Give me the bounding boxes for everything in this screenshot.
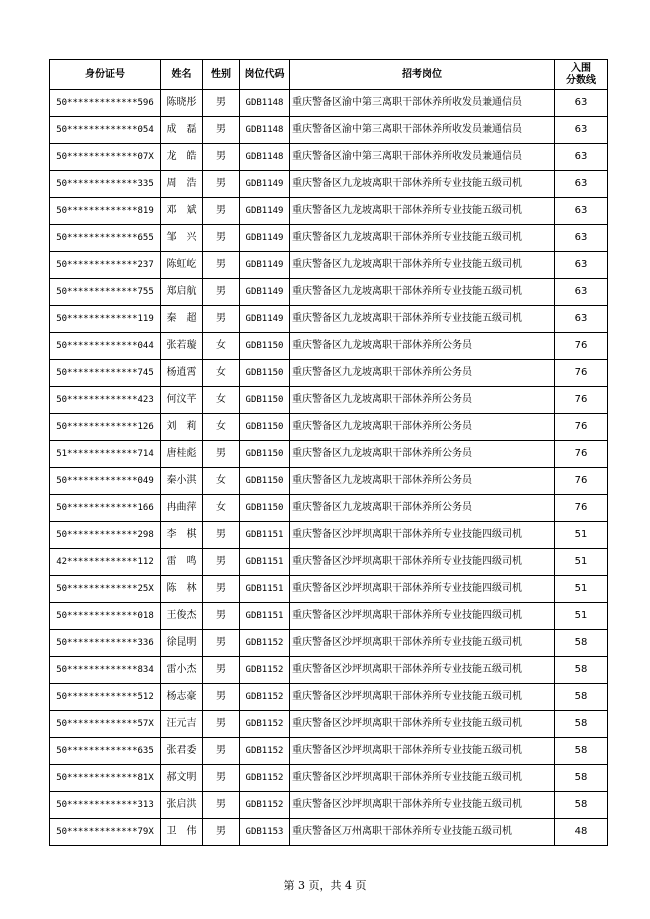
post-cell: 重庆警备区沙坪坝离职干部休养所专业技能五级司机 bbox=[290, 738, 555, 765]
post-code-cell: GDB1148 bbox=[240, 90, 290, 117]
sex-cell: 男 bbox=[203, 306, 240, 333]
id-cell: 50*************596 bbox=[50, 90, 161, 117]
post-cell: 重庆警备区九龙坡离职干部休养所公务员 bbox=[290, 360, 555, 387]
post-code-cell: GDB1150 bbox=[240, 441, 290, 468]
score-cell: 51 bbox=[555, 576, 608, 603]
sex-cell: 男 bbox=[203, 657, 240, 684]
table-row bbox=[50, 360, 608, 387]
table-row bbox=[50, 738, 608, 765]
name-cell: 龙 皓 bbox=[161, 144, 203, 171]
post-cell: 重庆警备区沙坪坝离职干部休养所专业技能五级司机 bbox=[290, 630, 555, 657]
sex-cell: 男 bbox=[203, 765, 240, 792]
post-code-cell: GDB1152 bbox=[240, 711, 290, 738]
id-cell: 50*************755 bbox=[50, 279, 161, 306]
name-cell: 王俊杰 bbox=[161, 603, 203, 630]
post-cell: 重庆警备区沙坪坝离职干部休养所专业技能五级司机 bbox=[290, 792, 555, 819]
post-cell: 重庆警备区沙坪坝离职干部休养所专业技能四级司机 bbox=[290, 522, 555, 549]
id-cell: 50*************126 bbox=[50, 414, 161, 441]
id-cell: 51*************714 bbox=[50, 441, 161, 468]
sex-cell: 男 bbox=[203, 711, 240, 738]
table-row bbox=[50, 711, 608, 738]
id-cell: 50*************57X bbox=[50, 711, 161, 738]
id-cell: 50*************834 bbox=[50, 657, 161, 684]
sex-cell: 女 bbox=[203, 414, 240, 441]
id-cell: 50*************423 bbox=[50, 387, 161, 414]
post-code-cell: GDB1149 bbox=[240, 252, 290, 279]
sex-cell: 男 bbox=[203, 144, 240, 171]
id-cell: 50*************018 bbox=[50, 603, 161, 630]
score-cell: 76 bbox=[555, 414, 608, 441]
name-cell: 杨志豪 bbox=[161, 684, 203, 711]
name-cell: 张若璇 bbox=[161, 333, 203, 360]
score-cell: 63 bbox=[555, 252, 608, 279]
table-row bbox=[50, 414, 608, 441]
header-name: 姓名 bbox=[161, 60, 203, 90]
post-cell: 重庆警备区九龙坡离职干部休养所公务员 bbox=[290, 441, 555, 468]
post-cell: 重庆警备区沙坪坝离职干部休养所专业技能四级司机 bbox=[290, 549, 555, 576]
score-cell: 63 bbox=[555, 198, 608, 225]
post-code-cell: GDB1152 bbox=[240, 684, 290, 711]
table-row bbox=[50, 792, 608, 819]
header-sex: 性别 bbox=[203, 60, 240, 90]
post-code-cell: GDB1152 bbox=[240, 792, 290, 819]
post-cell: 重庆警备区沙坪坝离职干部休养所专业技能五级司机 bbox=[290, 711, 555, 738]
post-cell: 重庆警备区沙坪坝离职干部休养所专业技能四级司机 bbox=[290, 576, 555, 603]
table-row bbox=[50, 90, 608, 117]
score-cell: 76 bbox=[555, 387, 608, 414]
table-row bbox=[50, 495, 608, 522]
id-cell: 50*************25X bbox=[50, 576, 161, 603]
id-cell: 42*************112 bbox=[50, 549, 161, 576]
table-row bbox=[50, 684, 608, 711]
score-cell: 58 bbox=[555, 738, 608, 765]
table-row bbox=[50, 468, 608, 495]
header-id: 身份证号 bbox=[50, 60, 161, 90]
post-cell: 重庆警备区沙坪坝离职干部休养所专业技能四级司机 bbox=[290, 603, 555, 630]
post-cell: 重庆警备区九龙坡离职干部休养所专业技能五级司机 bbox=[290, 279, 555, 306]
id-cell: 50*************07X bbox=[50, 144, 161, 171]
post-code-cell: GDB1148 bbox=[240, 117, 290, 144]
name-cell: 秦小淇 bbox=[161, 468, 203, 495]
name-cell: 陈虹屹 bbox=[161, 252, 203, 279]
id-cell: 50*************655 bbox=[50, 225, 161, 252]
sex-cell: 女 bbox=[203, 333, 240, 360]
sex-cell: 男 bbox=[203, 279, 240, 306]
table-row bbox=[50, 252, 608, 279]
score-cell: 76 bbox=[555, 360, 608, 387]
sex-cell: 男 bbox=[203, 684, 240, 711]
page-number: 第 3 页，共 4 页 bbox=[283, 879, 367, 892]
post-code-cell: GDB1150 bbox=[240, 468, 290, 495]
sex-cell: 男 bbox=[203, 225, 240, 252]
id-cell: 50*************335 bbox=[50, 171, 161, 198]
table-header-row bbox=[50, 60, 608, 90]
table-row bbox=[50, 765, 608, 792]
post-code-cell: GDB1150 bbox=[240, 495, 290, 522]
name-cell: 陈 林 bbox=[161, 576, 203, 603]
table-row bbox=[50, 279, 608, 306]
name-cell: 郝文明 bbox=[161, 765, 203, 792]
post-cell: 重庆警备区九龙坡离职干部休养所公务员 bbox=[290, 387, 555, 414]
sex-cell: 男 bbox=[203, 549, 240, 576]
post-cell: 重庆警备区九龙坡离职干部休养所公务员 bbox=[290, 495, 555, 522]
post-cell: 重庆警备区渝中第三离职干部休养所收发员兼通信员 bbox=[290, 117, 555, 144]
id-cell: 50*************049 bbox=[50, 468, 161, 495]
post-code-cell: GDB1152 bbox=[240, 738, 290, 765]
score-cell: 76 bbox=[555, 333, 608, 360]
post-cell: 重庆警备区九龙坡离职干部休养所专业技能五级司机 bbox=[290, 171, 555, 198]
post-code-cell: GDB1149 bbox=[240, 306, 290, 333]
name-cell: 雷小杰 bbox=[161, 657, 203, 684]
name-cell: 刘 莉 bbox=[161, 414, 203, 441]
post-cell: 重庆警备区沙坪坝离职干部休养所专业技能五级司机 bbox=[290, 657, 555, 684]
name-cell: 冉曲萍 bbox=[161, 495, 203, 522]
table-row bbox=[50, 657, 608, 684]
score-cell: 58 bbox=[555, 684, 608, 711]
table-row bbox=[50, 117, 608, 144]
score-cell: 63 bbox=[555, 171, 608, 198]
score-cell: 58 bbox=[555, 657, 608, 684]
post-code-cell: GDB1149 bbox=[240, 279, 290, 306]
post-code-cell: GDB1151 bbox=[240, 603, 290, 630]
post-code-cell: GDB1152 bbox=[240, 630, 290, 657]
table-row bbox=[50, 603, 608, 630]
post-cell: 重庆警备区渝中第三离职干部休养所收发员兼通信员 bbox=[290, 90, 555, 117]
id-cell: 50*************79X bbox=[50, 819, 161, 846]
score-cell: 63 bbox=[555, 306, 608, 333]
name-cell: 秦 超 bbox=[161, 306, 203, 333]
post-code-cell: GDB1150 bbox=[240, 333, 290, 360]
score-cell: 63 bbox=[555, 117, 608, 144]
table-row bbox=[50, 198, 608, 225]
name-cell: 邹 兴 bbox=[161, 225, 203, 252]
table-row bbox=[50, 549, 608, 576]
post-code-cell: GDB1152 bbox=[240, 657, 290, 684]
sex-cell: 男 bbox=[203, 522, 240, 549]
post-cell: 重庆警备区九龙坡离职干部休养所专业技能五级司机 bbox=[290, 306, 555, 333]
name-cell: 汪元吉 bbox=[161, 711, 203, 738]
sex-cell: 女 bbox=[203, 495, 240, 522]
sex-cell: 女 bbox=[203, 360, 240, 387]
score-cell: 63 bbox=[555, 279, 608, 306]
post-code-cell: GDB1149 bbox=[240, 225, 290, 252]
name-cell: 雷 鸣 bbox=[161, 549, 203, 576]
sex-cell: 女 bbox=[203, 468, 240, 495]
post-code-cell: GDB1150 bbox=[240, 360, 290, 387]
score-cell: 51 bbox=[555, 603, 608, 630]
score-cell: 58 bbox=[555, 630, 608, 657]
id-cell: 50*************819 bbox=[50, 198, 161, 225]
post-code-cell: GDB1151 bbox=[240, 576, 290, 603]
table-row bbox=[50, 441, 608, 468]
score-cell: 51 bbox=[555, 522, 608, 549]
score-cell: 76 bbox=[555, 441, 608, 468]
score-cell: 76 bbox=[555, 495, 608, 522]
name-cell: 成 磊 bbox=[161, 117, 203, 144]
score-cell: 76 bbox=[555, 468, 608, 495]
sex-cell: 男 bbox=[203, 198, 240, 225]
id-cell: 50*************81X bbox=[50, 765, 161, 792]
name-cell: 陈晓彤 bbox=[161, 90, 203, 117]
table-row bbox=[50, 225, 608, 252]
sex-cell: 男 bbox=[203, 792, 240, 819]
name-cell: 杨逍霄 bbox=[161, 360, 203, 387]
header-code: 岗位代码 bbox=[240, 60, 290, 90]
table-row bbox=[50, 522, 608, 549]
table-row bbox=[50, 819, 608, 846]
name-cell: 郑启航 bbox=[161, 279, 203, 306]
id-cell: 50*************313 bbox=[50, 792, 161, 819]
id-cell: 50*************054 bbox=[50, 117, 161, 144]
score-cell: 63 bbox=[555, 225, 608, 252]
table-row bbox=[50, 306, 608, 333]
post-cell: 重庆警备区九龙坡离职干部休养所专业技能五级司机 bbox=[290, 198, 555, 225]
id-cell: 50*************745 bbox=[50, 360, 161, 387]
id-cell: 50*************336 bbox=[50, 630, 161, 657]
sex-cell: 女 bbox=[203, 387, 240, 414]
name-cell: 周 浩 bbox=[161, 171, 203, 198]
sex-cell: 男 bbox=[203, 117, 240, 144]
table-row bbox=[50, 630, 608, 657]
sex-cell: 男 bbox=[203, 171, 240, 198]
sex-cell: 男 bbox=[203, 576, 240, 603]
id-cell: 50*************237 bbox=[50, 252, 161, 279]
candidate-table bbox=[49, 59, 608, 846]
table-row bbox=[50, 576, 608, 603]
score-cell: 58 bbox=[555, 792, 608, 819]
score-cell: 63 bbox=[555, 90, 608, 117]
table-row bbox=[50, 144, 608, 171]
post-code-cell: GDB1149 bbox=[240, 198, 290, 225]
id-cell: 50*************119 bbox=[50, 306, 161, 333]
sex-cell: 男 bbox=[203, 441, 240, 468]
id-cell: 50*************298 bbox=[50, 522, 161, 549]
score-cell: 51 bbox=[555, 549, 608, 576]
name-cell: 徐昆明 bbox=[161, 630, 203, 657]
post-cell: 重庆警备区沙坪坝离职干部休养所专业技能五级司机 bbox=[290, 684, 555, 711]
table-row bbox=[50, 171, 608, 198]
post-code-cell: GDB1148 bbox=[240, 144, 290, 171]
table-row bbox=[50, 387, 608, 414]
post-cell: 重庆警备区沙坪坝离职干部休养所专业技能五级司机 bbox=[290, 765, 555, 792]
id-cell: 50*************166 bbox=[50, 495, 161, 522]
sex-cell: 男 bbox=[203, 630, 240, 657]
sex-cell: 男 bbox=[203, 252, 240, 279]
name-cell: 张君委 bbox=[161, 738, 203, 765]
table-body bbox=[50, 90, 608, 846]
post-cell: 重庆警备区万州离职干部休养所专业技能五级司机 bbox=[290, 819, 555, 846]
table-row bbox=[50, 333, 608, 360]
sex-cell: 男 bbox=[203, 603, 240, 630]
post-code-cell: GDB1151 bbox=[240, 549, 290, 576]
name-cell: 卫 伟 bbox=[161, 819, 203, 846]
post-cell: 重庆警备区九龙坡离职干部休养所专业技能五级司机 bbox=[290, 225, 555, 252]
header-score: 入围 分数线 bbox=[555, 60, 608, 90]
post-cell: 重庆警备区渝中第三离职干部休养所收发员兼通信员 bbox=[290, 144, 555, 171]
post-cell: 重庆警备区九龙坡离职干部休养所专业技能五级司机 bbox=[290, 252, 555, 279]
score-cell: 63 bbox=[555, 144, 608, 171]
sex-cell: 男 bbox=[203, 90, 240, 117]
post-code-cell: GDB1150 bbox=[240, 414, 290, 441]
post-code-cell: GDB1153 bbox=[240, 819, 290, 846]
sex-cell: 男 bbox=[203, 819, 240, 846]
score-cell: 48 bbox=[555, 819, 608, 846]
post-code-cell: GDB1151 bbox=[240, 522, 290, 549]
post-code-cell: GDB1152 bbox=[240, 765, 290, 792]
post-code-cell: GDB1149 bbox=[240, 171, 290, 198]
post-cell: 重庆警备区九龙坡离职干部休养所公务员 bbox=[290, 333, 555, 360]
name-cell: 何汶芊 bbox=[161, 387, 203, 414]
id-cell: 50*************044 bbox=[50, 333, 161, 360]
id-cell: 50*************635 bbox=[50, 738, 161, 765]
score-cell: 58 bbox=[555, 711, 608, 738]
post-cell: 重庆警备区九龙坡离职干部休养所公务员 bbox=[290, 468, 555, 495]
score-cell: 58 bbox=[555, 765, 608, 792]
name-cell: 张启洪 bbox=[161, 792, 203, 819]
post-cell: 重庆警备区九龙坡离职干部休养所公务员 bbox=[290, 414, 555, 441]
header-post: 招考岗位 bbox=[290, 60, 555, 90]
name-cell: 邓 斌 bbox=[161, 198, 203, 225]
name-cell: 唐桂彪 bbox=[161, 441, 203, 468]
sex-cell: 男 bbox=[203, 738, 240, 765]
post-code-cell: GDB1150 bbox=[240, 387, 290, 414]
id-cell: 50*************512 bbox=[50, 684, 161, 711]
name-cell: 李 棋 bbox=[161, 522, 203, 549]
